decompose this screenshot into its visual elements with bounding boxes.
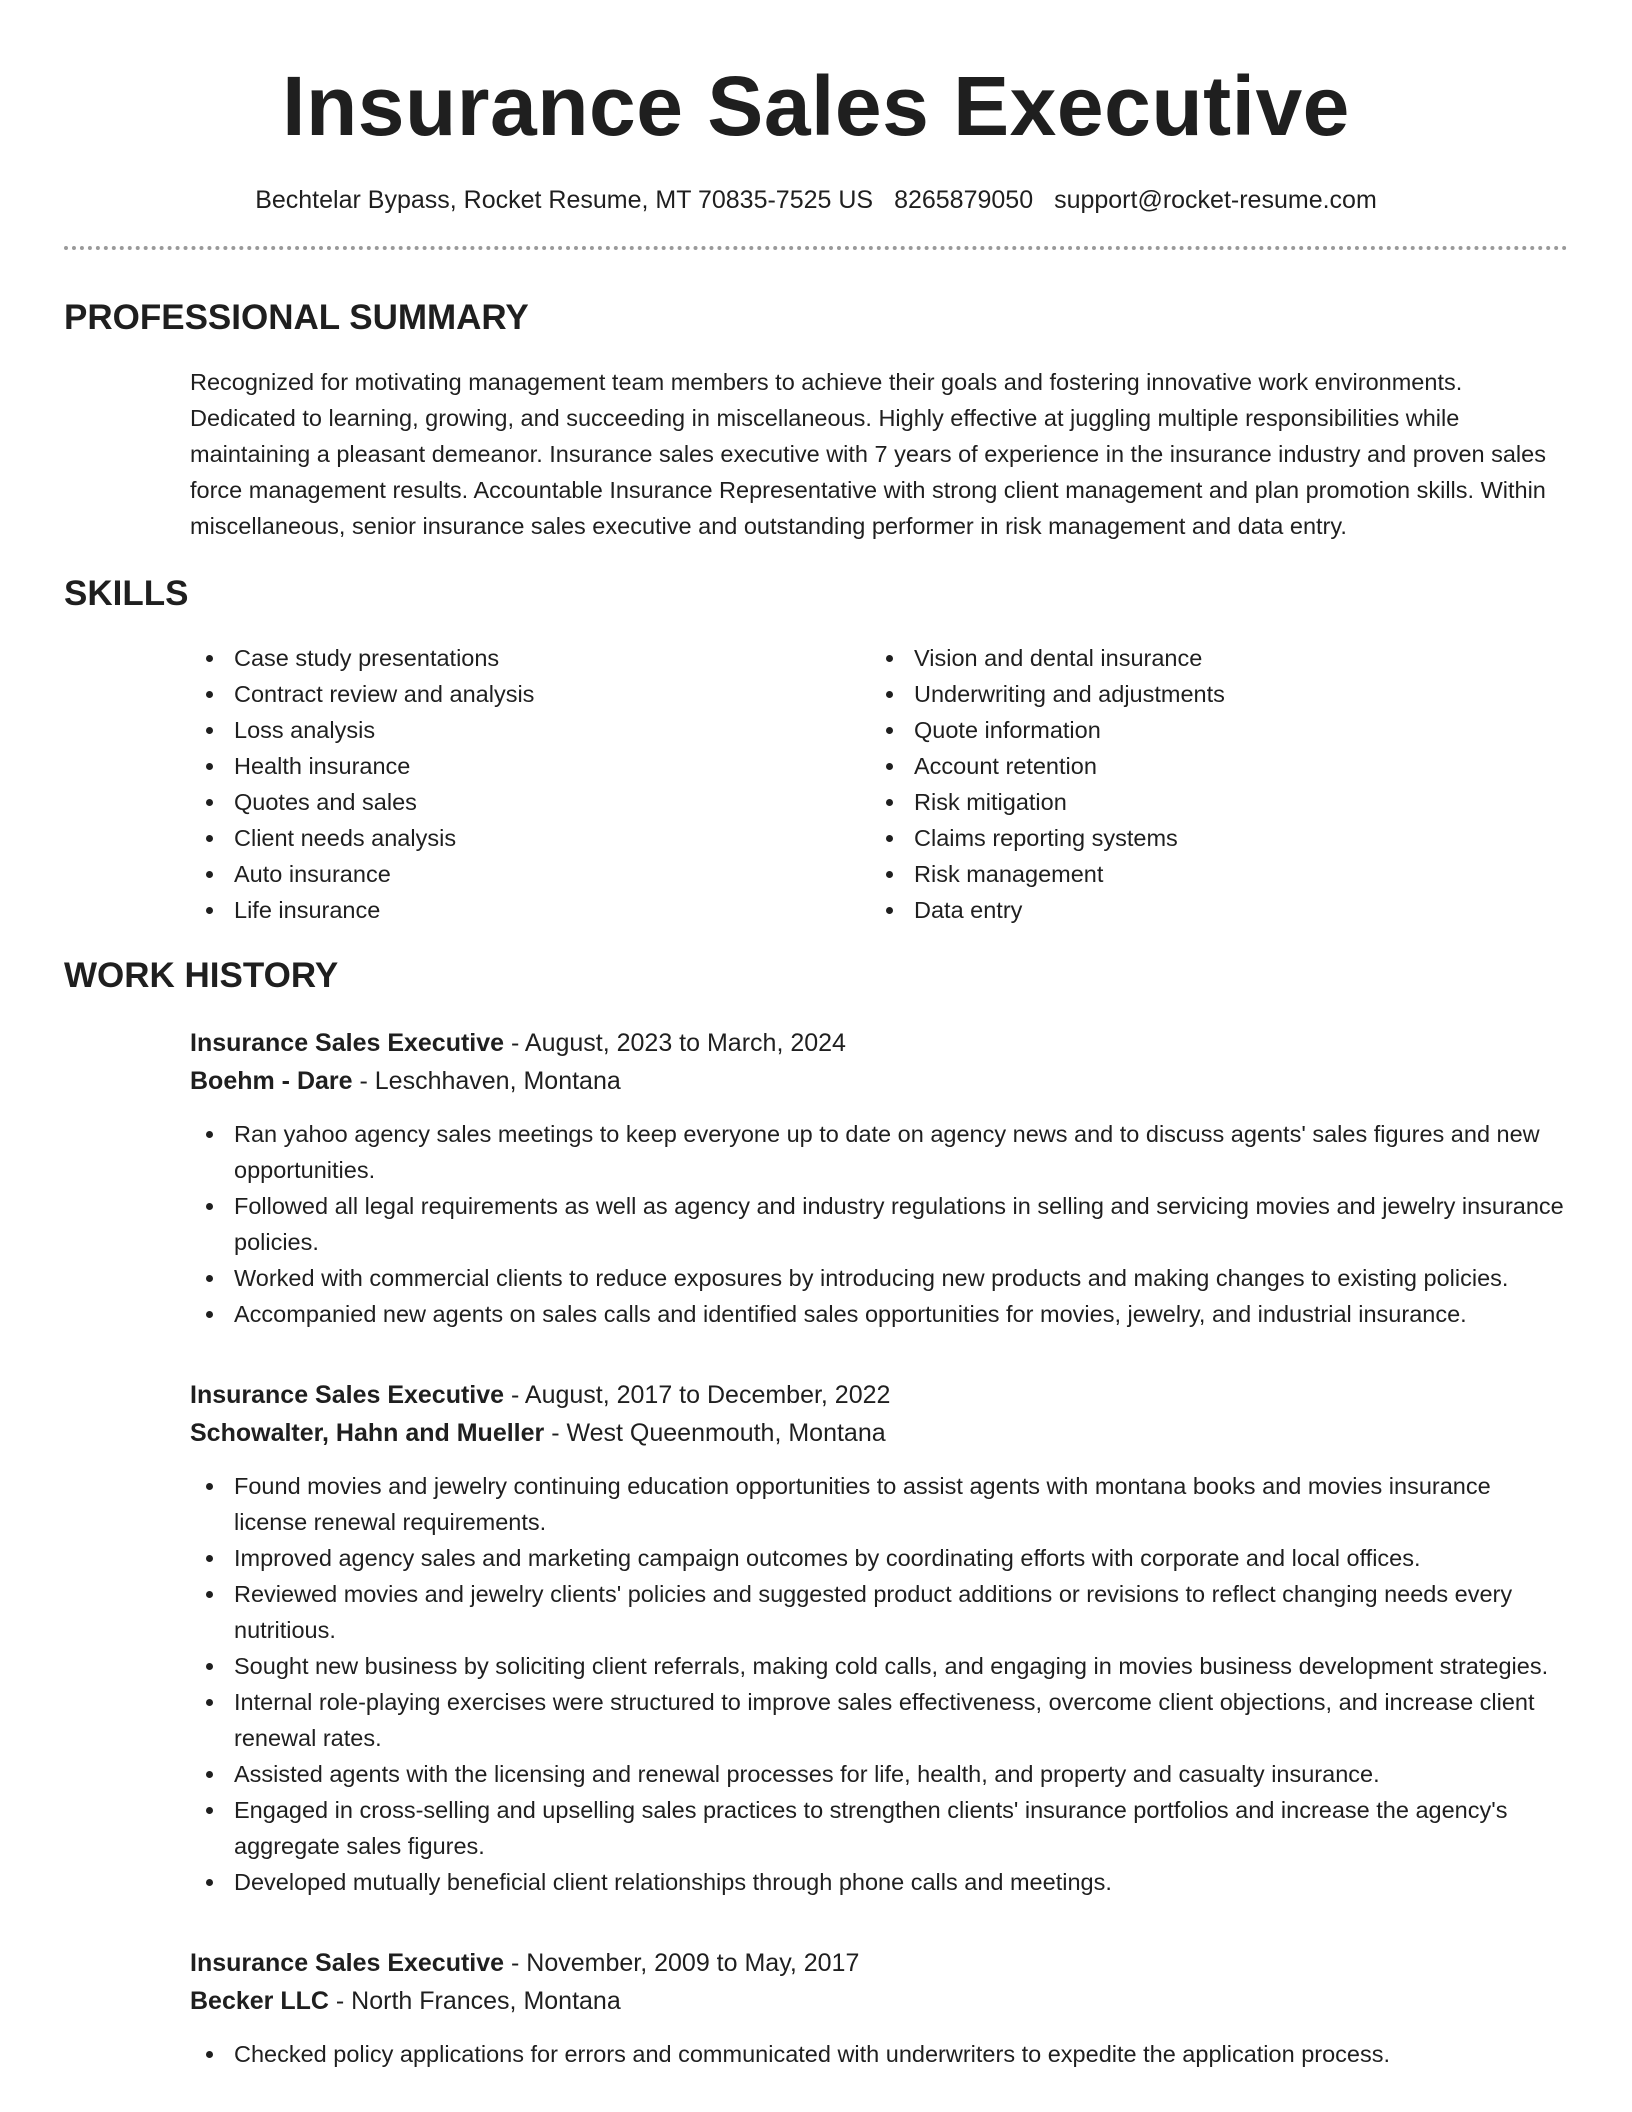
skill-item: Vision and dental insurance: [870, 640, 1550, 676]
job-role: Insurance Sales Executive: [190, 1949, 505, 1977]
job-title-line: [190, 1376, 1568, 1414]
skill-item: Case study presentations: [190, 640, 870, 676]
job-bullet: Assisted agents with the licensing and renewal processes for life, health, and property and casualty insurance.: [190, 1756, 1568, 1792]
skills-column-left: [190, 640, 870, 928]
job-dates: - November, 2009 to May, 2017: [504, 1949, 860, 1977]
skill-item: Auto insurance: [190, 856, 870, 892]
header-divider: [64, 246, 1568, 250]
job-title-line: [190, 1944, 1568, 1982]
job-location: - West Queenmouth, Montana: [544, 1419, 886, 1447]
job-bullet: Internal role-playing exercises were structured to improve sales effectiveness, overcome client objections, and increase client renewal rates.: [190, 1684, 1568, 1756]
job-bullet: Reviewed movies and jewelry clients' policies and suggested product additions or revisions to reflect changing needs every nutritious.: [190, 1576, 1568, 1648]
summary-text: Recognized for motivating management team members to achieve their goals and fostering innovative work environments. Dedicated to learning, growing, and succeeding in miscellaneous. Highly effective at juggling multiple responsibilities while maintaining a pleasant demeanor. Insurance sales executive with 7 years of experience in the insurance industry and proven sales force management results. Accountable Insurance Representative with strong client management and plan promotion skills. Within miscellaneous, senior insurance sales executive and outstanding performer in risk management and data entry.: [190, 369, 1546, 539]
job-dates: - August, 2023 to March, 2024: [504, 1029, 846, 1057]
email: support@rocket-resume.com: [1054, 186, 1377, 214]
job-entry: [190, 1024, 1568, 1332]
skill-item: Quote information: [870, 712, 1550, 748]
job-company-line: [190, 1414, 1568, 1452]
job-title-line: [190, 1024, 1568, 1062]
job-company-line: [190, 1982, 1568, 2020]
skill-item: Risk management: [870, 856, 1550, 892]
skills-column-right: [870, 640, 1550, 928]
job-bullet: Improved agency sales and marketing campaign outcomes by coordinating efforts with corporate and local offices.: [190, 1540, 1568, 1576]
address: Bechtelar Bypass, Rocket Resume, MT 70835-7525 US: [255, 186, 874, 214]
job-entry: [190, 1944, 1568, 2072]
job-bullets: [190, 1116, 1568, 1332]
job-role: Insurance Sales Executive: [190, 1029, 505, 1057]
skill-item: Data entry: [870, 892, 1550, 928]
job-bullet: Sought new business by soliciting client referrals, making cold calls, and engaging in movies business development strategies.: [190, 1648, 1568, 1684]
skill-item: Life insurance: [190, 892, 870, 928]
skills-list: [190, 640, 1568, 928]
job-bullet: Followed all legal requirements as well as agency and industry regulations in selling and servicing movies and jewelry insurance policies.: [190, 1188, 1568, 1260]
job-bullet: Checked policy applications for errors and communicated with underwriters to expedite the application process.: [190, 2036, 1568, 2072]
skill-item: Quotes and sales: [190, 784, 870, 820]
candidate-name: Insurance Sales Executive: [282, 59, 1350, 153]
job-location: - Leschhaven, Montana: [352, 1067, 621, 1095]
job-bullets: [190, 1468, 1568, 1900]
skill-item: Claims reporting systems: [870, 820, 1550, 856]
job-dates: - August, 2017 to December, 2022: [504, 1381, 891, 1409]
summary-heading: PROFESSIONAL SUMMARY: [64, 298, 529, 337]
job-company-line: [190, 1062, 1568, 1100]
job-location: - North Frances, Montana: [328, 1987, 621, 2015]
job-role: Insurance Sales Executive: [190, 1381, 505, 1409]
skill-item: Account retention: [870, 748, 1550, 784]
skill-item: Health insurance: [190, 748, 870, 784]
job-bullet: Worked with commercial clients to reduce exposures by introducing new products and making changes to existing policies.: [190, 1260, 1568, 1296]
job-bullet: Engaged in cross-selling and upselling sales practices to strengthen clients' insurance portfolios and increase the agency's aggregate sales figures.: [190, 1792, 1568, 1864]
job-company: Schowalter, Hahn and Mueller: [190, 1419, 545, 1447]
resume-page: [64, 0, 1568, 2072]
contact-line: [64, 184, 1568, 216]
job-entry: [190, 1376, 1568, 1900]
skill-item: Contract review and analysis: [190, 676, 870, 712]
skill-item: Loss analysis: [190, 712, 870, 748]
job-bullet: Ran yahoo agency sales meetings to keep everyone up to date on agency news and to discuss agents' sales figures and new opportunities.: [190, 1116, 1568, 1188]
skills-heading: SKILLS: [64, 574, 189, 613]
job-company: Becker LLC: [190, 1987, 329, 2015]
job-bullet: Accompanied new agents on sales calls and identified sales opportunities for movies, jewelry, and industrial insurance.: [190, 1296, 1568, 1332]
job-bullets: [190, 2036, 1568, 2072]
job-bullet: Developed mutually beneficial client relationships through phone calls and meetings.: [190, 1864, 1568, 1900]
job-bullet: Found movies and jewelry continuing education opportunities to assist agents with montana books and movies insurance license renewal requirements.: [190, 1468, 1568, 1540]
phone: 8265879050: [894, 186, 1034, 214]
skill-item: Client needs analysis: [190, 820, 870, 856]
skill-item: Underwriting and adjustments: [870, 676, 1550, 712]
job-company: Boehm - Dare: [190, 1067, 353, 1095]
work-history-heading: WORK HISTORY: [64, 956, 339, 995]
skill-item: Risk mitigation: [870, 784, 1550, 820]
